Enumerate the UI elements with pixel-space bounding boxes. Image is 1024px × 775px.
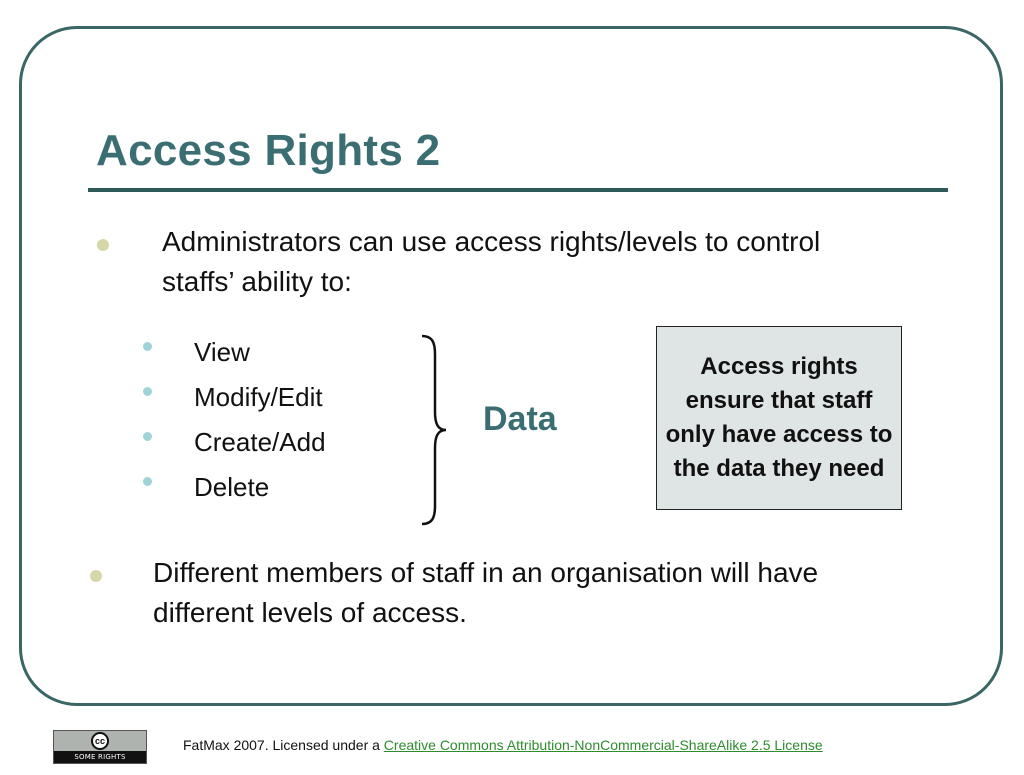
cc-logo-icon: cc [91,732,109,750]
sub-item-view: View [194,337,250,367]
creative-commons-badge[interactable] [53,730,147,773]
sub-item-delete: Delete [194,472,270,502]
license-link[interactable]: Creative Commons Attribution-NonCommercial-ShareAlike 2.5 License [383,737,823,753]
sub-bullet-dot-2 [143,387,152,396]
bullet-dot-1 [97,239,109,251]
sub-bullet-dot-4 [143,477,152,486]
sub-bullet-dot-1 [143,342,152,351]
bullet-text-2: Different members of staff in an organisation will have different levels of access. [153,557,819,628]
footer-prefix: FatMax 2007. Licensed under a [183,737,384,753]
bullet-text-1: Administrators can use access rights/levels to control staffs’ ability to: [162,226,821,297]
slide-title: Access Rights 2 [96,126,441,175]
sub-bullet-dot-3 [143,432,152,441]
sub-item-modify-edit: Modify/Edit [194,382,323,412]
callout-box [656,326,902,510]
callout-text: Access rights ensure that staff only have access to the data they need [665,353,893,482]
brace-label: Data [483,400,557,438]
cc-badge-caption: SOME RIGHTS RESERVED [54,751,146,763]
bullet-dot-2 [90,570,102,582]
right-brace-icon [418,334,448,526]
title-divider [88,188,948,192]
sub-item-create-add: Create/Add [194,427,326,457]
footer-license [183,737,823,753]
